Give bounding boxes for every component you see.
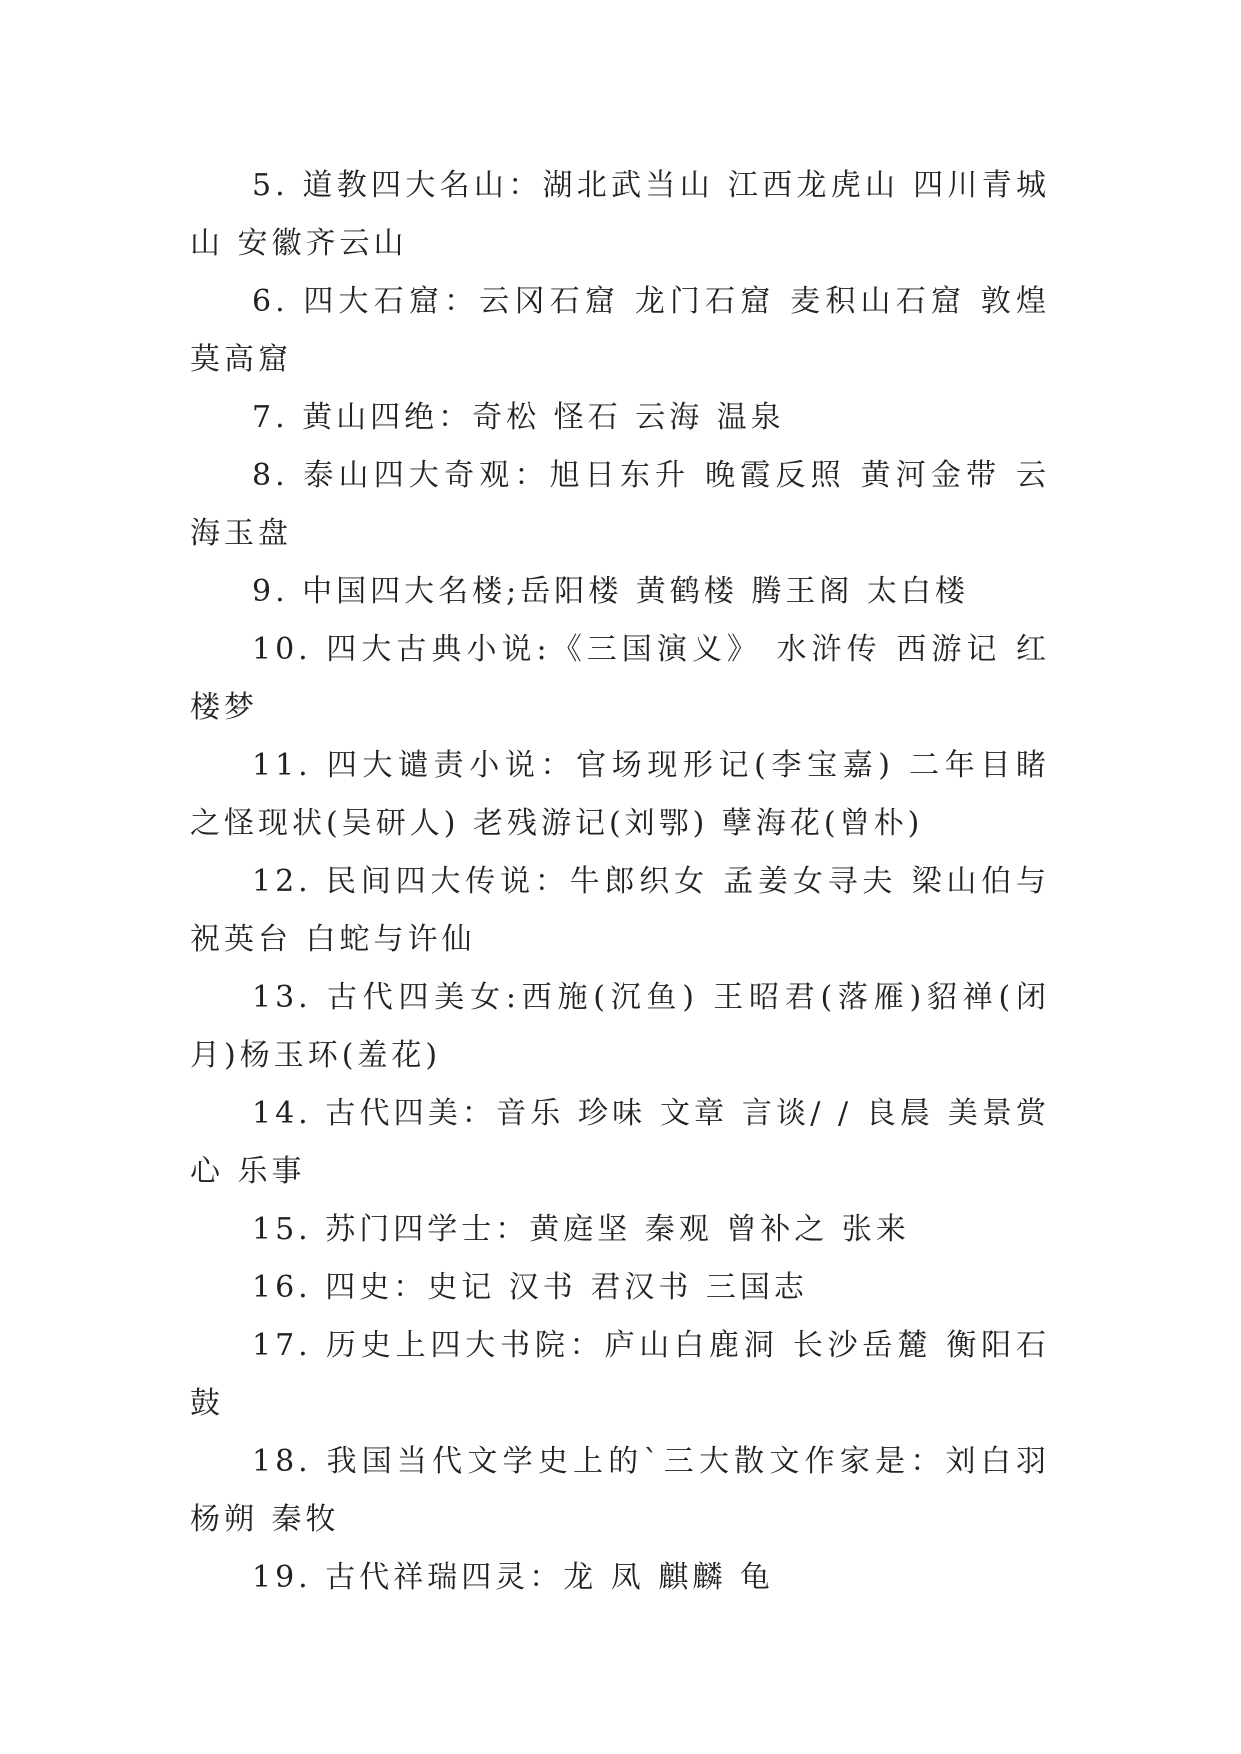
list-item: 11. 四大谴责小说：官场现形记(李宝嘉) 二年目睹之怪现状(吴研人) 老残游记(刘鄂) 孽海花(曾朴): [190, 748, 1050, 841]
list-item: 10. 四大古典小说:《三国演义》 水浒传 西游记 红楼梦: [190, 632, 1050, 725]
document-body: [190, 157, 1064, 1607]
list-item: 16. 四史：史记 汉书 君汉书 三国志: [252, 1270, 808, 1305]
list-item: 14. 古代四美：音乐 珍味 文章 言谈/ / 良晨 美景赏心 乐事: [190, 1096, 1050, 1189]
list-item: 19. 古代祥瑞四灵：龙 凤 麒麟 龟: [252, 1560, 774, 1595]
list-item: 6. 四大石窟：云冈石窟 龙门石窟 麦积山石窟 敦煌莫高窟: [190, 284, 1050, 377]
list-item: 8. 泰山四大奇观：旭日东升 晚霞反照 黄河金带 云海玉盘: [190, 458, 1050, 551]
list-item: 9. 中国四大名楼;岳阳楼 黄鹤楼 腾王阁 太白楼: [252, 574, 969, 609]
list-item: 7. 黄山四绝：奇松 怪石 云海 温泉: [252, 400, 785, 435]
list-item: 17. 历史上四大书院：庐山白鹿洞 长沙岳麓 衡阳石鼓: [190, 1328, 1050, 1421]
list-item: 5. 道教四大名山：湖北武当山 江西龙虎山 四川青城山 安徽齐云山: [190, 168, 1050, 261]
list-item: 15. 苏门四学士：黄庭坚 秦观 曾补之 张来: [252, 1212, 910, 1247]
list-item: 12. 民间四大传说：牛郎织女 孟姜女寻夫 梁山伯与祝英台 白蛇与许仙: [190, 864, 1050, 957]
list-item: 18. 我国当代文学史上的`三大散文作家是：刘白羽 杨朔 秦牧: [190, 1444, 1064, 1537]
list-item: 13. 古代四美女:西施(沉鱼) 王昭君(落雁)貂禅(闭月)杨玉环(羞花): [190, 980, 1050, 1073]
